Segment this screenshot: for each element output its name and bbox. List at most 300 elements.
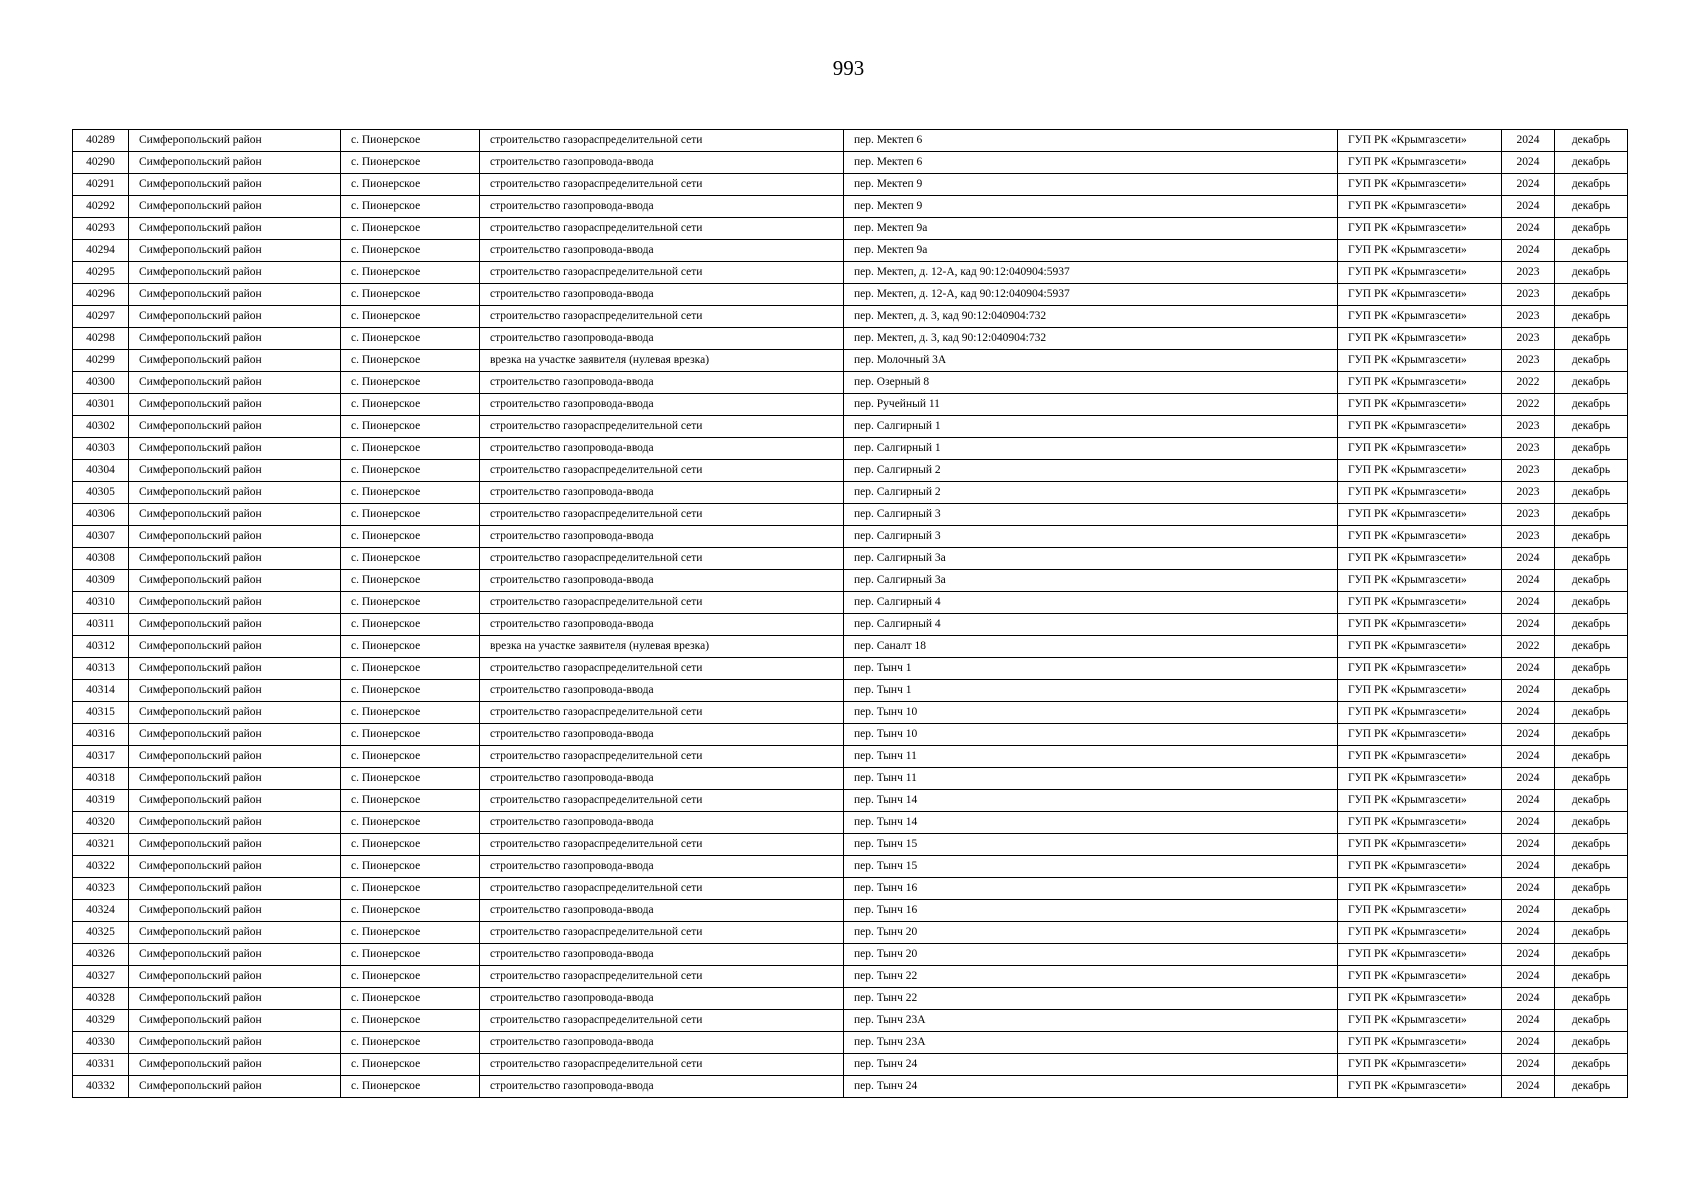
row-number-cell: 40325	[73, 922, 129, 944]
work-type-cell: строительство газопровода-ввода	[480, 856, 844, 878]
table-body	[73, 130, 1628, 1098]
organization-cell: ГУП РК «Крымгазсети»	[1338, 262, 1502, 284]
work-type-cell: строительство газопровода-ввода	[480, 988, 844, 1010]
table-row	[73, 350, 1628, 372]
row-number-cell: 40293	[73, 218, 129, 240]
table-row	[73, 240, 1628, 262]
table-row	[73, 746, 1628, 768]
table-row	[73, 944, 1628, 966]
district-cell: Симферопольский район	[129, 328, 341, 350]
work-type-cell: строительство газопровода-ввода	[480, 482, 844, 504]
settlement-cell: с. Пионерское	[341, 966, 480, 988]
work-type-cell: строительство газораспределительной сети	[480, 174, 844, 196]
year-cell: 2024	[1502, 878, 1555, 900]
month-cell: декабрь	[1555, 152, 1628, 174]
address-cell: пер. Саналт 18	[844, 636, 1338, 658]
district-cell: Симферопольский район	[129, 416, 341, 438]
district-cell: Симферопольский район	[129, 306, 341, 328]
row-number-cell: 40292	[73, 196, 129, 218]
table-row	[73, 174, 1628, 196]
district-cell: Симферопольский район	[129, 724, 341, 746]
settlement-cell: с. Пионерское	[341, 768, 480, 790]
work-type-cell: строительство газопровода-ввода	[480, 614, 844, 636]
table-row	[73, 724, 1628, 746]
settlement-cell: с. Пионерское	[341, 482, 480, 504]
year-cell: 2023	[1502, 438, 1555, 460]
row-number-cell: 40315	[73, 702, 129, 724]
work-type-cell: строительство газопровода-ввода	[480, 1076, 844, 1098]
year-cell: 2023	[1502, 482, 1555, 504]
settlement-cell: с. Пионерское	[341, 350, 480, 372]
row-number-cell: 40310	[73, 592, 129, 614]
row-number-cell: 40312	[73, 636, 129, 658]
organization-cell: ГУП РК «Крымгазсети»	[1338, 416, 1502, 438]
settlement-cell: с. Пионерское	[341, 746, 480, 768]
organization-cell: ГУП РК «Крымгазсети»	[1338, 196, 1502, 218]
year-cell: 2024	[1502, 218, 1555, 240]
address-cell: пер. Озерный 8	[844, 372, 1338, 394]
month-cell: декабрь	[1555, 790, 1628, 812]
year-cell: 2024	[1502, 856, 1555, 878]
address-cell: пер. Тынч 20	[844, 944, 1338, 966]
settlement-cell: с. Пионерское	[341, 592, 480, 614]
month-cell: декабрь	[1555, 328, 1628, 350]
organization-cell: ГУП РК «Крымгазсети»	[1338, 768, 1502, 790]
settlement-cell: с. Пионерское	[341, 460, 480, 482]
table-row	[73, 504, 1628, 526]
table-row	[73, 1076, 1628, 1098]
settlement-cell: с. Пионерское	[341, 988, 480, 1010]
year-cell: 2023	[1502, 504, 1555, 526]
work-type-cell: строительство газопровода-ввода	[480, 284, 844, 306]
settlement-cell: с. Пионерское	[341, 812, 480, 834]
organization-cell: ГУП РК «Крымгазсети»	[1338, 570, 1502, 592]
address-cell: пер. Тынч 14	[844, 790, 1338, 812]
year-cell: 2023	[1502, 526, 1555, 548]
month-cell: декабрь	[1555, 922, 1628, 944]
organization-cell: ГУП РК «Крымгазсети»	[1338, 614, 1502, 636]
organization-cell: ГУП РК «Крымгазсети»	[1338, 130, 1502, 152]
district-cell: Симферопольский район	[129, 966, 341, 988]
row-number-cell: 40317	[73, 746, 129, 768]
organization-cell: ГУП РК «Крымгазсети»	[1338, 438, 1502, 460]
work-type-cell: строительство газопровода-ввода	[480, 196, 844, 218]
table-row	[73, 218, 1628, 240]
organization-cell: ГУП РК «Крымгазсети»	[1338, 900, 1502, 922]
organization-cell: ГУП РК «Крымгазсети»	[1338, 526, 1502, 548]
table-row	[73, 812, 1628, 834]
work-type-cell: строительство газопровода-ввода	[480, 240, 844, 262]
month-cell: декабрь	[1555, 680, 1628, 702]
organization-cell: ГУП РК «Крымгазсети»	[1338, 328, 1502, 350]
work-type-cell: строительство газопровода-ввода	[480, 944, 844, 966]
organization-cell: ГУП РК «Крымгазсети»	[1338, 988, 1502, 1010]
year-cell: 2024	[1502, 196, 1555, 218]
address-cell: пер. Тынч 1	[844, 658, 1338, 680]
month-cell: декабрь	[1555, 174, 1628, 196]
row-number-cell: 40313	[73, 658, 129, 680]
organization-cell: ГУП РК «Крымгазсети»	[1338, 592, 1502, 614]
district-cell: Симферопольский район	[129, 438, 341, 460]
month-cell: декабрь	[1555, 196, 1628, 218]
district-cell: Симферопольский район	[129, 372, 341, 394]
district-cell: Симферопольский район	[129, 636, 341, 658]
table-row	[73, 680, 1628, 702]
row-number-cell: 40324	[73, 900, 129, 922]
address-cell: пер. Салгирный 1	[844, 416, 1338, 438]
district-cell: Симферопольский район	[129, 812, 341, 834]
work-type-cell: строительство газопровода-ввода	[480, 438, 844, 460]
organization-cell: ГУП РК «Крымгазсети»	[1338, 944, 1502, 966]
work-type-cell: строительство газораспределительной сети	[480, 306, 844, 328]
address-cell: пер. Мектеп 6	[844, 130, 1338, 152]
settlement-cell: с. Пионерское	[341, 284, 480, 306]
row-number-cell: 40301	[73, 394, 129, 416]
settlement-cell: с. Пионерское	[341, 196, 480, 218]
month-cell: декабрь	[1555, 526, 1628, 548]
settlement-cell: с. Пионерское	[341, 174, 480, 196]
address-cell: пер. Мектеп, д. 3, кад 90:12:040904:732	[844, 328, 1338, 350]
settlement-cell: с. Пионерское	[341, 526, 480, 548]
month-cell: декабрь	[1555, 812, 1628, 834]
month-cell: декабрь	[1555, 1076, 1628, 1098]
settlement-cell: с. Пионерское	[341, 834, 480, 856]
address-cell: пер. Салгирный 3а	[844, 548, 1338, 570]
month-cell: декабрь	[1555, 504, 1628, 526]
settlement-cell: с. Пионерское	[341, 658, 480, 680]
month-cell: декабрь	[1555, 394, 1628, 416]
table-row	[73, 394, 1628, 416]
year-cell: 2024	[1502, 680, 1555, 702]
month-cell: декабрь	[1555, 570, 1628, 592]
address-cell: пер. Тынч 16	[844, 900, 1338, 922]
organization-cell: ГУП РК «Крымгазсети»	[1338, 372, 1502, 394]
address-cell: пер. Тынч 11	[844, 768, 1338, 790]
settlement-cell: с. Пионерское	[341, 416, 480, 438]
row-number-cell: 40307	[73, 526, 129, 548]
organization-cell: ГУП РК «Крымгазсети»	[1338, 636, 1502, 658]
year-cell: 2022	[1502, 372, 1555, 394]
month-cell: декабрь	[1555, 372, 1628, 394]
table-row	[73, 636, 1628, 658]
table-row	[73, 1054, 1628, 1076]
organization-cell: ГУП РК «Крымгазсети»	[1338, 812, 1502, 834]
year-cell: 2024	[1502, 548, 1555, 570]
address-cell: пер. Тынч 23А	[844, 1010, 1338, 1032]
row-number-cell: 40332	[73, 1076, 129, 1098]
district-cell: Симферопольский район	[129, 350, 341, 372]
row-number-cell: 40326	[73, 944, 129, 966]
district-cell: Симферопольский район	[129, 482, 341, 504]
table-row	[73, 592, 1628, 614]
page-number: 993	[832, 56, 865, 80]
organization-cell: ГУП РК «Крымгазсети»	[1338, 218, 1502, 240]
work-type-cell: строительство газораспределительной сети	[480, 1010, 844, 1032]
year-cell: 2024	[1502, 900, 1555, 922]
address-cell: пер. Тынч 14	[844, 812, 1338, 834]
settlement-cell: с. Пионерское	[341, 790, 480, 812]
month-cell: декабрь	[1555, 482, 1628, 504]
table-row	[73, 416, 1628, 438]
row-number-cell: 40308	[73, 548, 129, 570]
address-cell: пер. Мектеп, д. 12-А, кад 90:12:040904:5937	[844, 262, 1338, 284]
organization-cell: ГУП РК «Крымгазсети»	[1338, 1054, 1502, 1076]
address-cell: пер. Молочный 3А	[844, 350, 1338, 372]
row-number-cell: 40322	[73, 856, 129, 878]
table-row	[73, 328, 1628, 350]
work-type-cell: строительство газораспределительной сети	[480, 834, 844, 856]
table-row	[73, 438, 1628, 460]
table-row	[73, 768, 1628, 790]
table-row	[73, 1032, 1628, 1054]
work-type-cell: строительство газораспределительной сети	[480, 504, 844, 526]
year-cell: 2023	[1502, 328, 1555, 350]
district-cell: Симферопольский район	[129, 504, 341, 526]
year-cell: 2024	[1502, 658, 1555, 680]
settlement-cell: с. Пионерское	[341, 240, 480, 262]
district-cell: Симферопольский район	[129, 900, 341, 922]
work-type-cell: строительство газораспределительной сети	[480, 922, 844, 944]
table-row	[73, 196, 1628, 218]
district-cell: Симферопольский район	[129, 856, 341, 878]
address-cell: пер. Мектеп 9а	[844, 240, 1338, 262]
table-row	[73, 284, 1628, 306]
work-type-cell: строительство газопровода-ввода	[480, 372, 844, 394]
table-row	[73, 614, 1628, 636]
month-cell: декабрь	[1555, 1032, 1628, 1054]
settlement-cell: с. Пионерское	[341, 878, 480, 900]
organization-cell: ГУП РК «Крымгазсети»	[1338, 966, 1502, 988]
district-cell: Симферопольский район	[129, 570, 341, 592]
row-number-cell: 40295	[73, 262, 129, 284]
district-cell: Симферопольский район	[129, 196, 341, 218]
year-cell: 2024	[1502, 922, 1555, 944]
settlement-cell: с. Пионерское	[341, 1054, 480, 1076]
year-cell: 2024	[1502, 746, 1555, 768]
work-type-cell: строительство газораспределительной сети	[480, 790, 844, 812]
table-row	[73, 790, 1628, 812]
address-cell: пер. Салгирный 1	[844, 438, 1338, 460]
row-number-cell: 40318	[73, 768, 129, 790]
settlement-cell: с. Пионерское	[341, 702, 480, 724]
address-cell: пер. Тынч 24	[844, 1076, 1338, 1098]
month-cell: декабрь	[1555, 900, 1628, 922]
year-cell: 2023	[1502, 350, 1555, 372]
organization-cell: ГУП РК «Крымгазсети»	[1338, 460, 1502, 482]
month-cell: декабрь	[1555, 284, 1628, 306]
organization-cell: ГУП РК «Крымгазсети»	[1338, 1076, 1502, 1098]
district-cell: Симферопольский район	[129, 1076, 341, 1098]
address-cell: пер. Тынч 20	[844, 922, 1338, 944]
address-cell: пер. Тынч 11	[844, 746, 1338, 768]
work-type-cell: строительство газораспределительной сети	[480, 658, 844, 680]
settlement-cell: с. Пионерское	[341, 900, 480, 922]
district-cell: Симферопольский район	[129, 834, 341, 856]
month-cell: декабрь	[1555, 130, 1628, 152]
settlement-cell: с. Пионерское	[341, 262, 480, 284]
row-number-cell: 40302	[73, 416, 129, 438]
organization-cell: ГУП РК «Крымгазсети»	[1338, 306, 1502, 328]
district-cell: Симферопольский район	[129, 702, 341, 724]
year-cell: 2024	[1502, 130, 1555, 152]
district-cell: Симферопольский район	[129, 746, 341, 768]
row-number-cell: 40316	[73, 724, 129, 746]
organization-cell: ГУП РК «Крымгазсети»	[1338, 724, 1502, 746]
district-cell: Симферопольский район	[129, 768, 341, 790]
work-type-cell: строительство газопровода-ввода	[480, 812, 844, 834]
work-type-cell: строительство газопровода-ввода	[480, 570, 844, 592]
work-type-cell: врезка на участке заявителя (нулевая врезка)	[480, 636, 844, 658]
table-row	[73, 372, 1628, 394]
month-cell: декабрь	[1555, 856, 1628, 878]
row-number-cell: 40303	[73, 438, 129, 460]
year-cell: 2023	[1502, 284, 1555, 306]
settlement-cell: с. Пионерское	[341, 394, 480, 416]
year-cell: 2024	[1502, 1076, 1555, 1098]
row-number-cell: 40290	[73, 152, 129, 174]
year-cell: 2024	[1502, 812, 1555, 834]
row-number-cell: 40304	[73, 460, 129, 482]
settlement-cell: с. Пионерское	[341, 1076, 480, 1098]
table-row	[73, 460, 1628, 482]
district-cell: Симферопольский район	[129, 460, 341, 482]
month-cell: декабрь	[1555, 438, 1628, 460]
table-row	[73, 306, 1628, 328]
organization-cell: ГУП РК «Крымгазсети»	[1338, 240, 1502, 262]
settlement-cell: с. Пионерское	[341, 548, 480, 570]
address-cell: пер. Салгирный 2	[844, 460, 1338, 482]
month-cell: декабрь	[1555, 724, 1628, 746]
district-cell: Симферопольский район	[129, 922, 341, 944]
settlement-cell: с. Пионерское	[341, 438, 480, 460]
month-cell: декабрь	[1555, 834, 1628, 856]
row-number-cell: 40314	[73, 680, 129, 702]
row-number-cell: 40327	[73, 966, 129, 988]
address-cell: пер. Тынч 15	[844, 834, 1338, 856]
row-number-cell: 40331	[73, 1054, 129, 1076]
year-cell: 2024	[1502, 614, 1555, 636]
address-cell: пер. Салгирный 3	[844, 504, 1338, 526]
settlement-cell: с. Пионерское	[341, 130, 480, 152]
year-cell: 2024	[1502, 768, 1555, 790]
district-cell: Симферопольский район	[129, 988, 341, 1010]
settlement-cell: с. Пионерское	[341, 1032, 480, 1054]
month-cell: декабрь	[1555, 262, 1628, 284]
organization-cell: ГУП РК «Крымгазсети»	[1338, 284, 1502, 306]
address-cell: пер. Мектеп 9	[844, 174, 1338, 196]
month-cell: декабрь	[1555, 768, 1628, 790]
month-cell: декабрь	[1555, 966, 1628, 988]
organization-cell: ГУП РК «Крымгазсети»	[1338, 1010, 1502, 1032]
table-row	[73, 702, 1628, 724]
row-number-cell: 40309	[73, 570, 129, 592]
row-number-cell: 40298	[73, 328, 129, 350]
table-row	[73, 262, 1628, 284]
table-row	[73, 570, 1628, 592]
row-number-cell: 40289	[73, 130, 129, 152]
year-cell: 2023	[1502, 460, 1555, 482]
address-cell: пер. Мектеп 6	[844, 152, 1338, 174]
month-cell: декабрь	[1555, 306, 1628, 328]
row-number-cell: 40330	[73, 1032, 129, 1054]
address-cell: пер. Салгирный 2	[844, 482, 1338, 504]
work-type-cell: строительство газораспределительной сети	[480, 262, 844, 284]
table-row	[73, 834, 1628, 856]
address-cell: пер. Тынч 15	[844, 856, 1338, 878]
table-row	[73, 966, 1628, 988]
table-row	[73, 856, 1628, 878]
address-cell: пер. Тынч 23А	[844, 1032, 1338, 1054]
row-number-cell: 40306	[73, 504, 129, 526]
work-type-cell: строительство газораспределительной сети	[480, 702, 844, 724]
district-cell: Симферопольский район	[129, 1054, 341, 1076]
month-cell: декабрь	[1555, 614, 1628, 636]
table-row	[73, 1010, 1628, 1032]
organization-cell: ГУП РК «Крымгазсети»	[1338, 350, 1502, 372]
month-cell: декабрь	[1555, 218, 1628, 240]
work-type-cell: строительство газопровода-ввода	[480, 526, 844, 548]
settlement-cell: с. Пионерское	[341, 152, 480, 174]
organization-cell: ГУП РК «Крымгазсети»	[1338, 856, 1502, 878]
year-cell: 2024	[1502, 1032, 1555, 1054]
table-row	[73, 878, 1628, 900]
settlement-cell: с. Пионерское	[341, 1010, 480, 1032]
table-row	[73, 152, 1628, 174]
month-cell: декабрь	[1555, 702, 1628, 724]
year-cell: 2024	[1502, 988, 1555, 1010]
year-cell: 2023	[1502, 306, 1555, 328]
year-cell: 2024	[1502, 174, 1555, 196]
address-cell: пер. Мектеп, д. 3, кад 90:12:040904:732	[844, 306, 1338, 328]
work-type-cell: строительство газопровода-ввода	[480, 680, 844, 702]
year-cell: 2023	[1502, 262, 1555, 284]
work-type-cell: строительство газораспределительной сети	[480, 966, 844, 988]
row-number-cell: 40305	[73, 482, 129, 504]
district-cell: Симферопольский район	[129, 152, 341, 174]
month-cell: декабрь	[1555, 240, 1628, 262]
organization-cell: ГУП РК «Крымгазсети»	[1338, 482, 1502, 504]
row-number-cell: 40321	[73, 834, 129, 856]
settlement-cell: с. Пионерское	[341, 724, 480, 746]
organization-cell: ГУП РК «Крымгазсети»	[1338, 504, 1502, 526]
month-cell: декабрь	[1555, 658, 1628, 680]
settlement-cell: с. Пионерское	[341, 944, 480, 966]
work-type-cell: строительство газораспределительной сети	[480, 416, 844, 438]
organization-cell: ГУП РК «Крымгазсети»	[1338, 152, 1502, 174]
address-cell: пер. Мектеп, д. 12-А, кад 90:12:040904:5937	[844, 284, 1338, 306]
month-cell: декабрь	[1555, 350, 1628, 372]
row-number-cell: 40329	[73, 1010, 129, 1032]
address-cell: пер. Тынч 22	[844, 966, 1338, 988]
work-type-cell: строительство газораспределительной сети	[480, 460, 844, 482]
year-cell: 2024	[1502, 240, 1555, 262]
address-cell: пер. Салгирный 3	[844, 526, 1338, 548]
district-cell: Симферопольский район	[129, 284, 341, 306]
organization-cell: ГУП РК «Крымгазсети»	[1338, 878, 1502, 900]
row-number-cell: 40291	[73, 174, 129, 196]
month-cell: декабрь	[1555, 944, 1628, 966]
settlement-cell: с. Пионерское	[341, 504, 480, 526]
settlement-cell: с. Пионерское	[341, 614, 480, 636]
month-cell: декабрь	[1555, 592, 1628, 614]
address-cell: пер. Ручейный 11	[844, 394, 1338, 416]
district-cell: Симферопольский район	[129, 174, 341, 196]
organization-cell: ГУП РК «Крымгазсети»	[1338, 834, 1502, 856]
settlement-cell: с. Пионерское	[341, 680, 480, 702]
row-number-cell: 40297	[73, 306, 129, 328]
work-type-cell: строительство газораспределительной сети	[480, 218, 844, 240]
district-cell: Симферопольский район	[129, 262, 341, 284]
